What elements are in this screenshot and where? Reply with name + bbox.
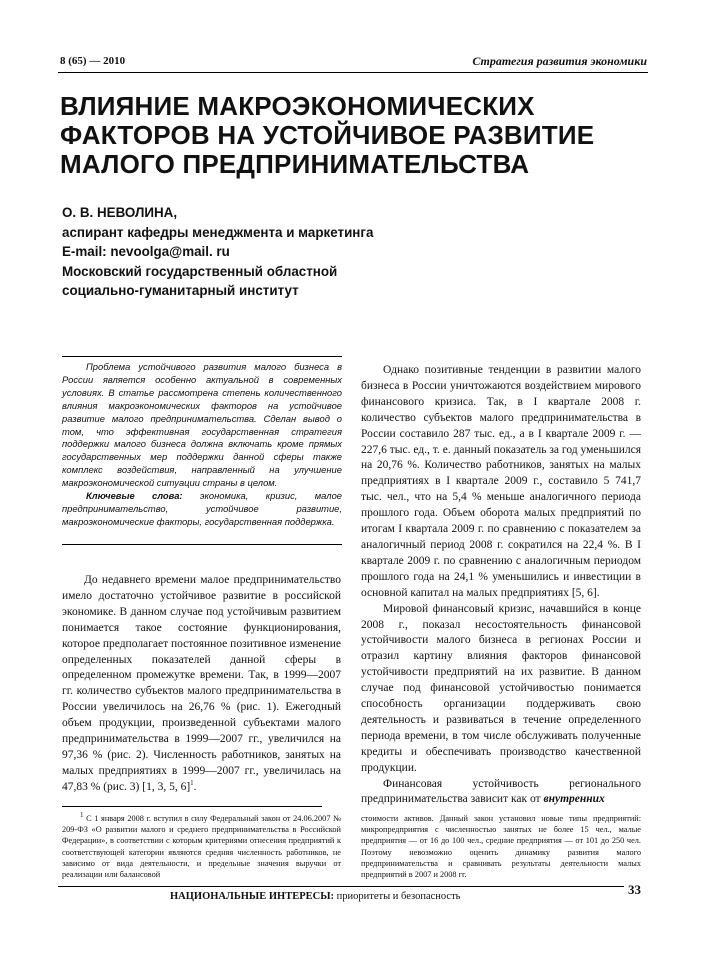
- footer-rule: [58, 886, 624, 887]
- section-title: Стратегия развития экономики: [472, 54, 647, 68]
- emphasis-word: внутренних: [543, 793, 605, 806]
- abstract: [62, 361, 342, 529]
- title-line-1: ВЛИЯНИЕ МАКРОЭКОНОМИЧЕСКИХ: [60, 91, 535, 121]
- journal-subtitle: приоритеты и безопасность: [334, 891, 461, 902]
- paragraph-text: До недавнего времени малое предпринимательство имело достаточно устойчивое развитие в российской экономике. В данном случае под устойчивым развитием понимается такое состояние функционирования, которое предполагает постоянное позитивное изменение определенных показателей данной сферы в определенном промежутке времени. Так, в 1999—2007 гг. количество субъектов малого предпринимательства в России увеличилось на 26,76 % (рис. 1). Ежегодный объем продукции, произведенной субъектами малого предпринимательства в 1999—2007 гг., увеличился на 97,36 % (рис. 2). Численность работников, занятых на малых предприятиях в 1999—2007 гг., увеличилась на 47,83 % (рис. 3) [1, 3, 5, 6]: [62, 574, 341, 793]
- author-email: E-mail: nevoolga@mail. ru: [62, 244, 230, 259]
- paragraph-text: Финансовая устойчивость регионального предпринимательства зависит как от: [361, 777, 641, 806]
- issue-number: 8 (65) — 2010: [60, 55, 126, 67]
- article-title: [60, 92, 650, 179]
- footnote-body: С 1 января 2008 г. вступил в силу Федеральный закон от 24.06.2007 № 209-ФЗ «О развитии малого и среднего предпринимательства в Российской Федерации», в соответствии с которым критериями отнесения предприятий к соответствующей категории являются средняя численность работников, не зависимо от вида деятельности, и предельные значения выручки от реализации или балансовой: [62, 814, 341, 880]
- abstract-bottom-rule: [62, 544, 342, 545]
- author-affiliation-1: Московский государственный областной: [62, 263, 338, 279]
- abstract-top-rule: [62, 356, 342, 357]
- body-paragraph: Мировой финансовый кризис, начавшийся в конце 2008 г., показал несостоятельность финансовой устойчивости малого бизнеса в регионах России и отразил картину влияния факторов финансовой устойчивости предприятий на их развитие. В данном случае под финансовой устойчивостью понимается способность организации поддерживать свою деятельность и развиваться в течение определенного периода времени, в том числе обслуживать полученные кредиты и обеспечивать производство качественной продукции.: [361, 602, 641, 774]
- body-paragraph: Однако позитивные тенденции в развитии малого бизнеса в России уничтожаются воздействием мирового финансового кризиса. Так, в I квартале 2008 г. количество субъектов малого предпринимательства в России составило 287 тыс. ед., а в I квартале 2009 г. — 227,6 тыс. ед., т. е. данный показатель за год уменьшился на 20,76 %. Количество работников, занятых на малых предприятиях в I квартале 2009 г., составило 5 741,7 тыс. чел., что на 5,4 % меньше аналогичного периода прошлого года. Объем оборота малых предприятий по итогам I квартала 2009 г. по сравнению с показателем за аналогичный период 2008 г. сократился на 22,4 %. В I квартале 2009 г. по сравнению с аналогичным периодом прошлого года на 24,1 % уменьшились и инвестиции в основной капитал на малых предприятиях [5, 6].: [361, 364, 641, 599]
- footnote-marker: 1: [80, 811, 84, 820]
- body-paragraph: [361, 777, 641, 809]
- abstract-text: Проблема устойчивого развития малого бизнеса в России является особенно актуальной в современных условиях. В статье рассмотрена степень количественного влияния макроэкономических факторов на устойчивое развитие малого предпринимательства. Сделан вывод о том, что эффективная государственная стратегия поддержки малого бизнеса должна включать кроме прямых государственных мер поддержки данной сферы также комплекс воздействия, направленный на улучшение макроэкономической ситуации страны в целом.: [62, 361, 342, 489]
- footnote-rule: [62, 806, 322, 807]
- body-paragraph: [62, 573, 341, 796]
- author-block: [62, 203, 373, 301]
- journal-name: НАЦИОНАЛЬНЫЕ ИНТЕРЕСЫ:: [170, 891, 335, 902]
- keywords-label: Ключевые слова:: [86, 490, 183, 502]
- header-rule: [58, 72, 648, 73]
- footnote-text: [62, 813, 341, 880]
- title-line-3: МАЛОГО ПРЕДПРИНИМАТЕЛЬСТВА: [60, 149, 530, 179]
- paragraph-end: .: [193, 780, 197, 793]
- author-name: О. В. НЕВОЛИНА,: [62, 205, 178, 220]
- body-column-right: [361, 363, 641, 808]
- author-affiliation-2: социально-гуманитарный институт: [62, 283, 299, 298]
- keywords: [62, 490, 342, 529]
- footnote-ref: 1: [190, 778, 194, 787]
- footnote-continuation: стоимости активов. Данный закон установил новые типы предприятий: микропредприятия с численностью занятых не более 15 чел., малые предприятия — от 16 до 100 чел., средние предприятия — от 101 до 250 чел. Поэтому невозможно оценить динамику развития малого предпринимательства и сравнивать результаты деятельности малых предприятий в 2007 и 2008 гг.: [361, 814, 641, 880]
- journal-footer: [170, 891, 460, 902]
- footnote-left: [62, 813, 341, 880]
- author-position: аспирант кафедры менеджмента и маркетинга: [62, 224, 374, 240]
- footnote-right: [361, 813, 641, 880]
- body-column-left: [62, 573, 341, 796]
- page-number: 33: [628, 882, 641, 897]
- title-line-2: ФАКТОРОВ НА УСТОЙЧИВОЕ РАЗВИТИЕ: [60, 120, 595, 150]
- keywords-list: экономика, кризис, малое предпринимательство, устойчивое развитие, макроэкономические факторы, государственная поддержка.: [62, 490, 342, 527]
